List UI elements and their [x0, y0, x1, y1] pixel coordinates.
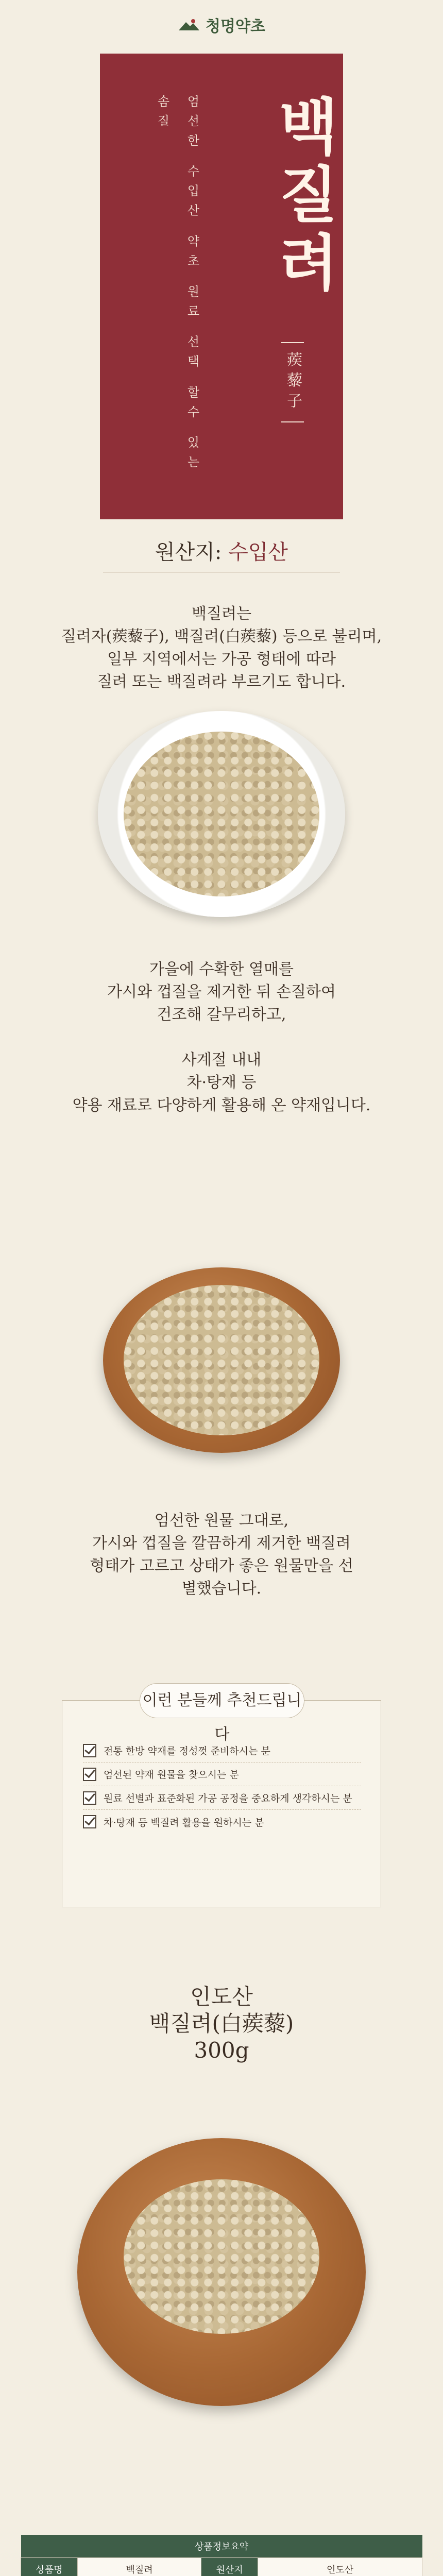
- product-hanja: 蒺藜子: [281, 342, 304, 422]
- intro-line: 질려자(蒺藜子), 백질려(白蒺藜) 등으로 불리며,: [61, 628, 382, 646]
- spacer: [0, 1026, 443, 1049]
- processing-line: 가을에 수확한 열매를: [149, 960, 294, 978]
- recommend-item: [83, 1810, 361, 1834]
- raw-line: 엄선한 원물 그대로,: [154, 1512, 289, 1530]
- table-row: [21, 2557, 422, 2576]
- processing-line: 가시와 껍질을 제거한 뒤 손질하여: [107, 983, 336, 1001]
- product-image-large-plate: [77, 2138, 366, 2406]
- recommend-item-label: 엄선된 약재 원물을 찾으시는 분: [104, 1769, 239, 1781]
- brand-name: 청명약초: [206, 18, 265, 36]
- grains-texture: [124, 2179, 319, 2334]
- brand-header: [0, 13, 443, 36]
- raw-line: 별했습니다.: [181, 1580, 262, 1598]
- recommend-item: [83, 1739, 361, 1762]
- intro-line: 백질려는: [192, 605, 251, 623]
- recommend-title: 이런 분들께 추천드립니다: [140, 1683, 304, 1718]
- origin-value: 수입산: [228, 540, 288, 564]
- recommend-item: [83, 1786, 361, 1810]
- processing-line: 차·탕재 등: [186, 1074, 257, 1092]
- hero-panel: [100, 54, 343, 519]
- origin-line: [0, 536, 443, 565]
- checkbox-icon: [83, 1768, 96, 1781]
- recommend-list: [83, 1739, 361, 1834]
- product-origin: 인도산: [190, 1984, 253, 2009]
- origin-label: 원산지:: [155, 540, 222, 564]
- spec-table: [21, 2535, 422, 2576]
- table-cell: 원산지: [201, 2557, 258, 2576]
- raw-text: [0, 1510, 443, 1600]
- table-cell: 백질려: [78, 2557, 201, 2576]
- recommend-item-label: 전통 한방 약재를 정성껏 준비하시는 분: [104, 1745, 270, 1757]
- checkbox-icon: [83, 1815, 96, 1828]
- leaf-mountain-icon: [178, 18, 200, 31]
- spec-table-caption: 상품정보요약: [21, 2535, 422, 2557]
- product-weight: 300g: [194, 2038, 249, 2063]
- product-name: 백질려(白蒺藜): [149, 2011, 294, 2036]
- processing-line: 사계절 내내: [181, 1051, 262, 1069]
- checkbox-icon: [83, 1791, 96, 1805]
- intro-line: 질려 또는 백질려라 부르기도 합니다.: [97, 673, 346, 691]
- processing-line: 약용 재료로 다양하게 활용해 온 약재입니다.: [72, 1096, 371, 1114]
- product-image-white-plate: [98, 711, 345, 917]
- processing-line: 건조해 갈무리하고,: [157, 1006, 286, 1024]
- grains-texture: [124, 1285, 319, 1435]
- recommend-box: [62, 1691, 381, 1907]
- processing-text: [0, 958, 443, 1117]
- recommend-item-label: 원료 선별과 표준화된 가공 공정을 중요하게 생각하시는 분: [104, 1793, 352, 1804]
- product-spec-headline: [0, 1984, 443, 2064]
- raw-line: 가시와 껍질을 깔끔하게 제거한 백질려: [92, 1534, 351, 1552]
- product-title: 백질려: [268, 95, 339, 299]
- brand-logo: [178, 13, 265, 36]
- raw-line: 형태가 고르고 상태가 좋은 원물만을 선: [90, 1557, 353, 1575]
- table-cell: 인도산: [258, 2557, 422, 2576]
- recommend-item-label: 차·탕재 등 백질려 활용을 원하시는 분: [104, 1817, 264, 1828]
- table-cell: 상품명: [21, 2557, 78, 2576]
- intro-text: [0, 603, 443, 693]
- product-image-wood-plate: [103, 1267, 340, 1453]
- grains-texture: [124, 732, 319, 896]
- hero-tagline: 엄선한 수입산 약초 원료 선택 할수 있는 솜질: [155, 95, 199, 475]
- recommend-item: [83, 1762, 361, 1786]
- intro-line: 일부 지역에서는 가공 형태에 따라: [107, 650, 336, 668]
- checkbox-icon: [83, 1744, 96, 1757]
